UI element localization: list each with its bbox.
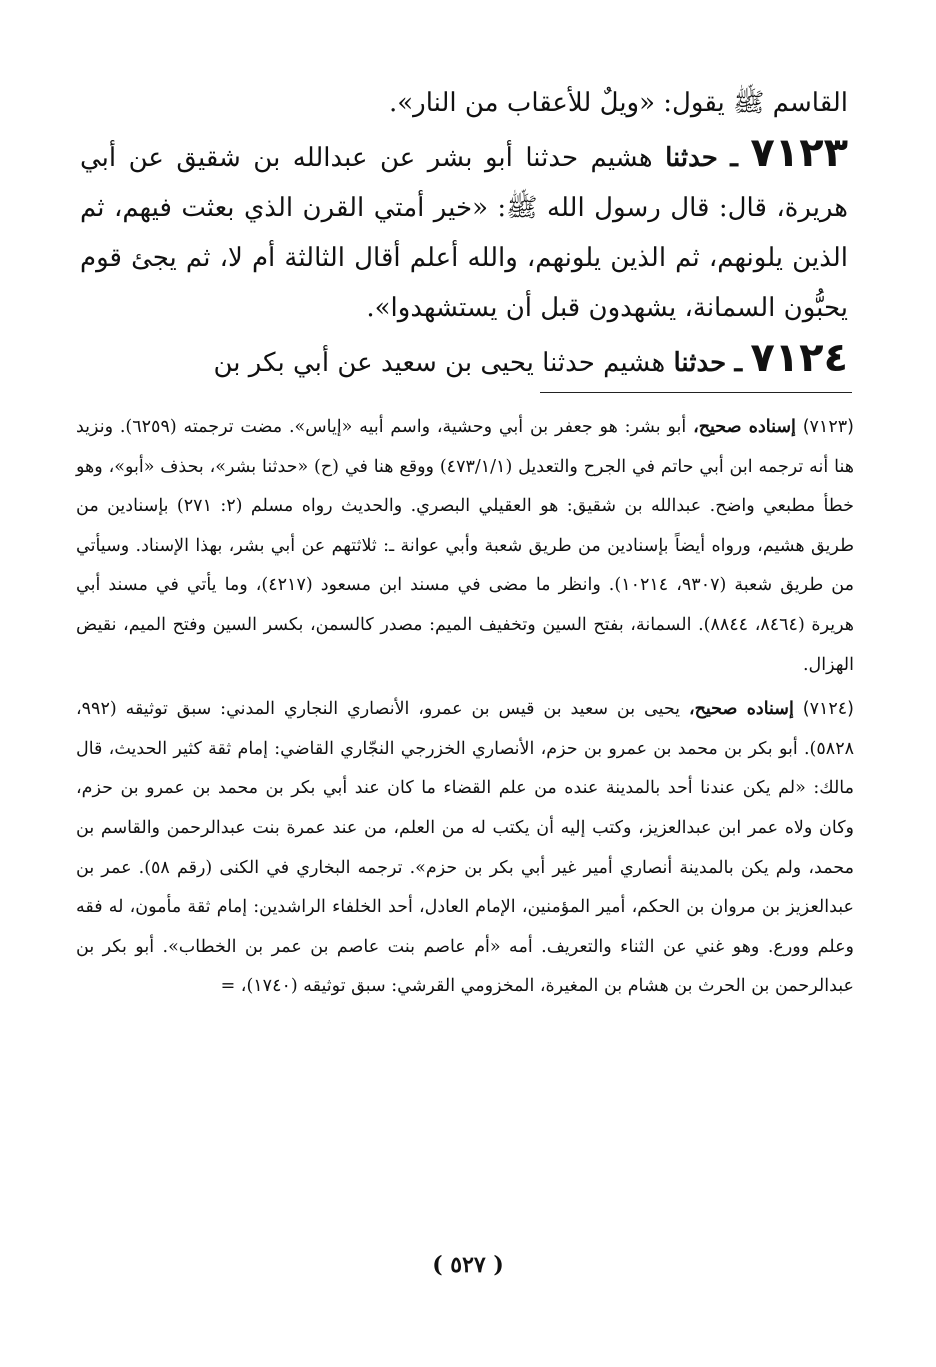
hadith-text: هشيم حدثنا أبو بشر عن عبدالله بن شقيق عن أبي هريرة، قال: قال رسول الله ﷺ: «خير أمتي القرن الذي بعثت فيهم، ثم الذين يلونهم، ثم الذين يلونهم، والله أعلم أقال الثالثة أم لا، ثم يجئ قوم يحبُّون السمانة، يشهدون قبل أن يستشهدوا». xyxy=(80,143,848,323)
footnote-ref: (٧١٢٣) xyxy=(802,417,854,437)
hadith-7123 xyxy=(80,128,848,333)
hadith-number: ٧١٢٣ xyxy=(750,130,849,176)
hadith-text: هشيم حدثنا يحيى بن سعيد عن أبي بكر بن xyxy=(213,348,666,378)
hadith-keyword: حدثنا xyxy=(673,348,727,378)
page-number: ( ٥٢٧ ) xyxy=(432,1252,504,1278)
footnote-text: يحيى بن سعيد بن قيس بن عمرو، الأنصاري النجاري المدني: سبق توثيقه (٩٩٢، ٥٨٢٨). أبو بكر بن محمد بن عمرو بن حزم، الأنصاري الخزرجي النجّاري القاضي: إمام ثقة كثير الحديث، قال مالك: «لم يكن عندنا أحد بالمدينة عنده من علم القضاء ما كان عند أبي بكر بن محمد بن عمرو بن حزم، وكان ولاه عمر ابن عبدالعزيز، وكتب إليه أن يكتب له من العلم، من عند عمرة بنت عبدالرحمن والقاسم بن محمد، ولم يكن بالمدينة أنصاري أمير غير أبي بكر بن حزم». ترجمه البخاري في الكنى (رقم ٥٨). عمر بن عبدالعزيز بن مروان بن الحكم، أمير المؤمنين، الإمام العادل، أحد الخلفاء الراشدين: إمام ثقة مأمون، له فقه وعلم وورع. وهو غني عن الثناء والتعريف. أمه «أم عاصم بنت عاصم بن عمر بن الخطاب». أبو بكر بن عبدالرحمن بن الحرث بن هشام بن المغيرة، المخزومي القرشي: سبق توثيقه (١٧٤٠)، = xyxy=(76,699,854,997)
footnote-text: أبو بشر: هو جعفر بن أبي وحشية، واسم أبيه «إياس». مضت ترجمته (٦٢٥٩). ونزيد هنا أنه ترجمه ابن أبي حاتم في الجرح والتعديل (٤٧٣/١/١) ووقع هنا في (ح) «حدثنا بشر»، بحذف «أبو»، وهو خطأ مطبعي واضح. عبدالله بن شقيق: هو العقيلي البصري. والحديث رواه مسلم (٢: ٢٧١) بإسنادين من طريق هشيم، ورواه أيضاً بإسنادين من طريق شعبة وأبي عوانة ـ: ثلاثتهم عن أبي بشر، بهذا الإسناد. وسيأتي من طريق شعبة (٩٣٠٧، ١٠٢١٤). وانظر ما مضى في مسند ابن مسعود (٤٢١٧)، وما يأتي في مسند أبي هريرة (٨٤٦٤، ٨٨٤٤). السمانة، بفتح السين وتخفيف الميم: مصدر كالسمن، بكسر السين وفتح الميم، نقيض الهزال. xyxy=(76,417,854,675)
main-text xyxy=(80,78,848,388)
footnote-divider xyxy=(540,392,852,393)
footnotes xyxy=(76,408,854,1012)
hadith-keyword: حدثنا xyxy=(665,143,718,173)
hadith-number: ٧١٢٤ xyxy=(750,335,848,381)
hadith-7124 xyxy=(80,333,848,388)
hadith-dash: ـ xyxy=(734,348,743,378)
footnote-keyword: إسناده صحيح، xyxy=(688,699,794,720)
footnote-7124 xyxy=(76,690,854,1007)
hadith-dash: ـ xyxy=(730,143,738,173)
footnote-ref: (٧١٢٤) xyxy=(802,699,854,720)
carry-over-line xyxy=(80,78,848,128)
footnote-keyword: إسناده صحيح، xyxy=(693,417,796,437)
carry-over-text: القاسم ﷺ يقول: «ويلٌ للأعقاب من النار». xyxy=(388,88,848,118)
footnote-7123 xyxy=(76,408,854,685)
